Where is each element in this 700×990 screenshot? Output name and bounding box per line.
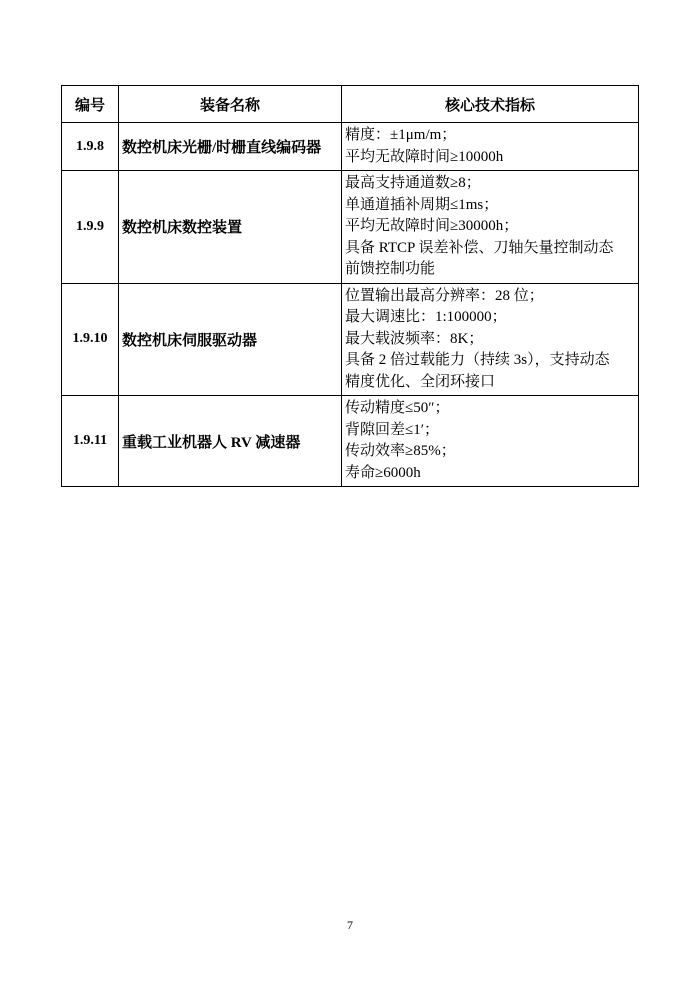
- spec-line: 精度优化、全闭环接口: [345, 373, 496, 390]
- spec-line: 背隙回差≤1′；: [345, 421, 440, 438]
- page-number: 7: [347, 918, 353, 932]
- spec-list: [342, 283, 639, 396]
- spec-line: 寿命≥6000h: [345, 464, 421, 481]
- table-row: [62, 396, 639, 487]
- item-number: 1.9.8: [62, 123, 119, 171]
- table-row: [62, 123, 639, 171]
- spec-line: 平均无故障时间≥30000h；: [345, 218, 519, 234]
- spec-line: 单通道插补周期≤1ms；: [345, 196, 499, 213]
- header-number: 编号: [62, 86, 119, 123]
- equipment-name: 数控机床数控装置: [119, 171, 342, 284]
- spec-line: 具备 RTCP 误差补偿、刀轴矢量控制动态: [345, 239, 614, 256]
- header-equipment-name: 装备名称: [119, 86, 342, 123]
- spec-list: [342, 171, 639, 284]
- spec-line: 传动效率≥85%；: [345, 443, 456, 459]
- header-core-specs: 核心技术指标: [342, 86, 639, 123]
- item-number: 1.9.11: [62, 396, 119, 487]
- equipment-name: 数控机床伺服驱动器: [119, 283, 342, 396]
- table-row: [62, 283, 639, 396]
- equipment-name: 数控机床光栅/时栅直线编码器: [119, 123, 342, 171]
- spec-line: 传动精度≤50″；: [345, 400, 450, 416]
- spec-line: 具备 2 倍过载能力（持续 3s），支持动态: [345, 352, 610, 368]
- table-row: [62, 171, 639, 284]
- spec-line: 精度：±1μm/m；: [345, 127, 457, 143]
- spec-line: 平均无故障时间≥10000h: [345, 148, 504, 165]
- item-number: 1.9.9: [62, 171, 119, 284]
- equipment-name: 重载工业机器人 RV 减速器: [119, 396, 342, 487]
- spec-line: 前馈控制功能: [345, 261, 436, 277]
- table-header-row: [62, 86, 639, 123]
- spec-line: 最大载波频率：8K；: [345, 330, 484, 347]
- spec-line: 最大调速比：1:100000；: [345, 309, 507, 325]
- item-number: 1.9.10: [62, 283, 119, 396]
- spec-list: [342, 123, 639, 171]
- spec-line: 位置输出最高分辨率：28 位；: [345, 287, 544, 304]
- spec-line: 最高支持通道数≥8；: [345, 175, 481, 191]
- spec-list: [342, 396, 639, 487]
- equipment-spec-table: [61, 85, 639, 487]
